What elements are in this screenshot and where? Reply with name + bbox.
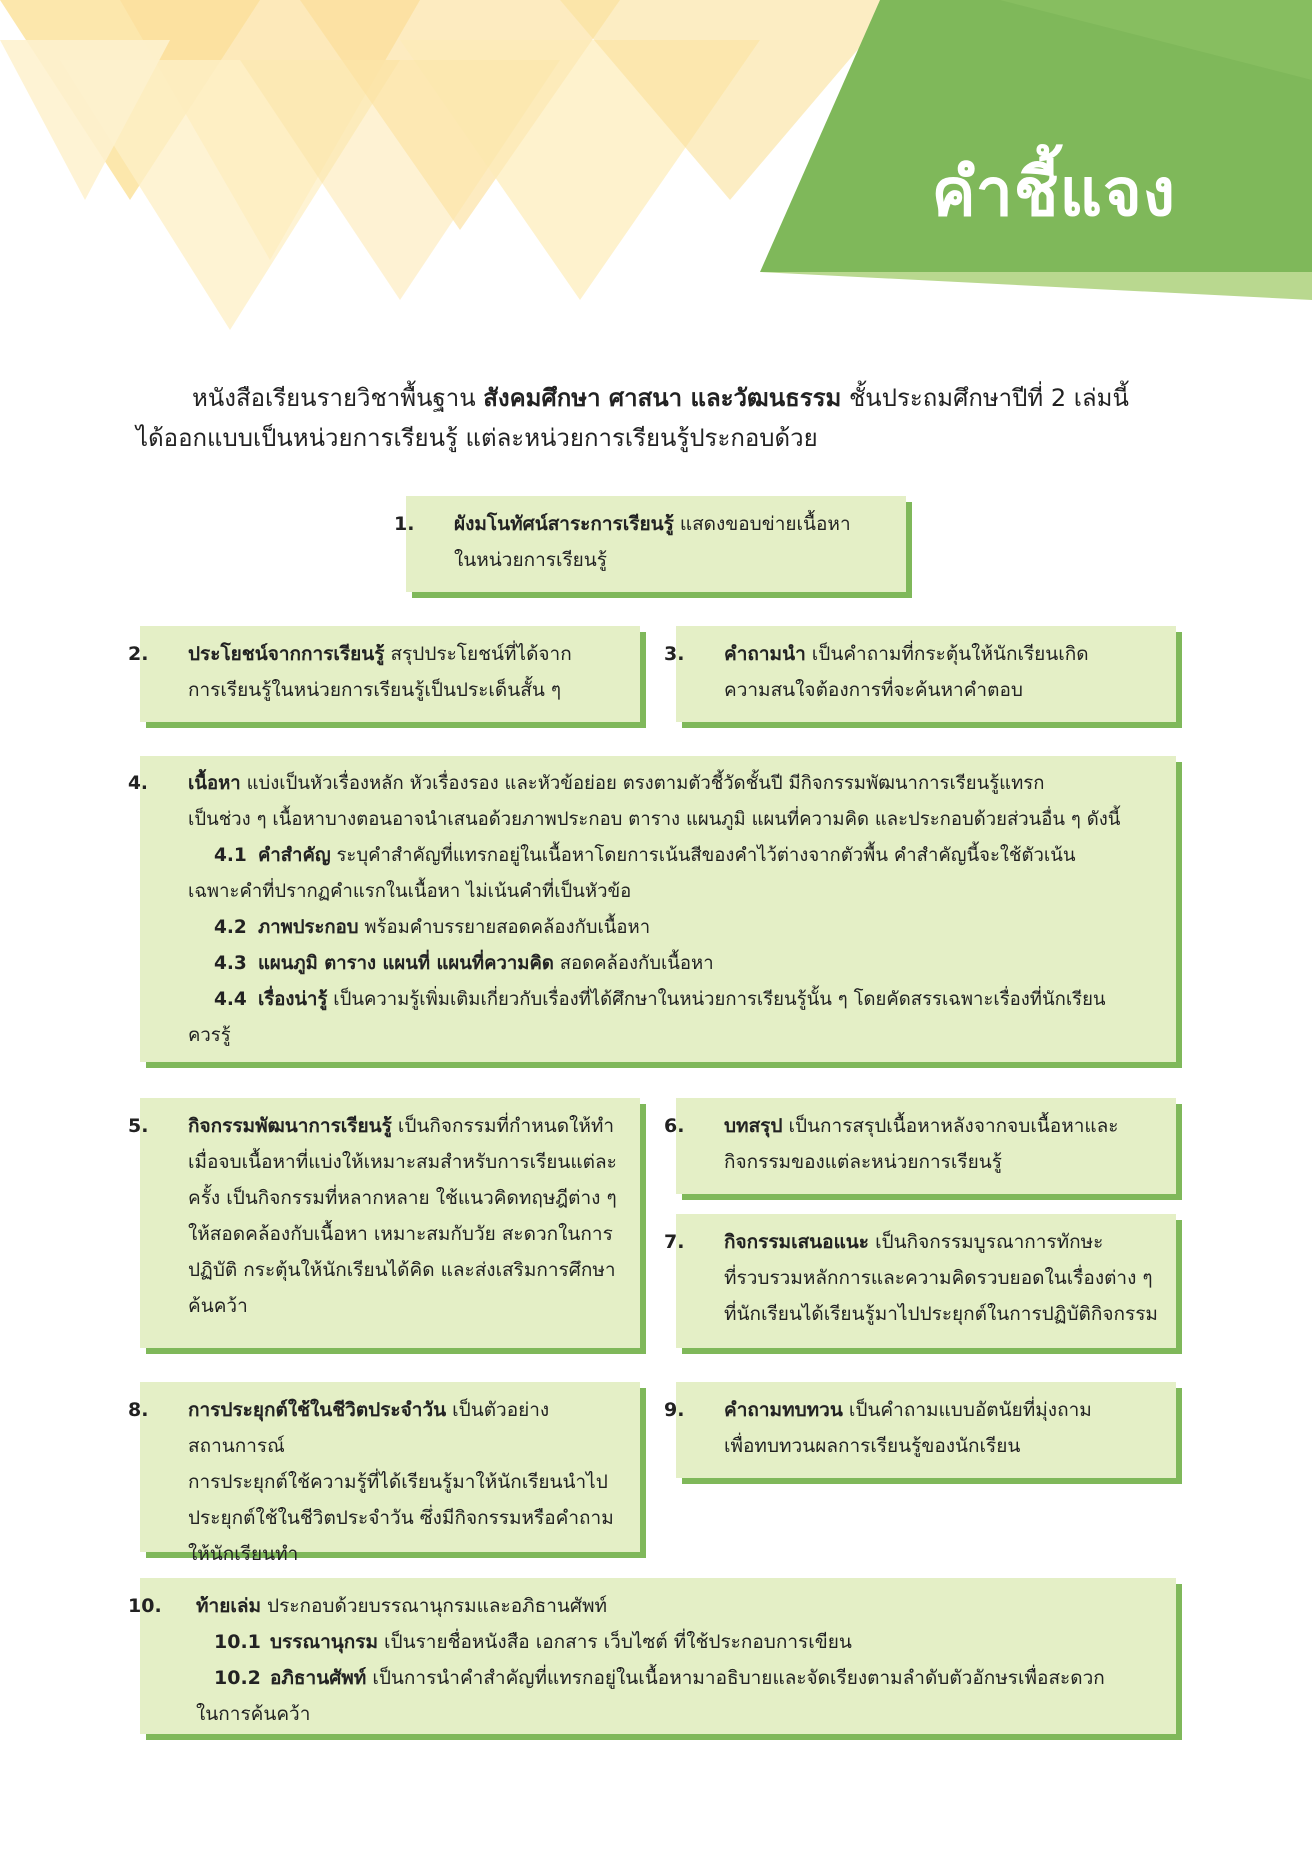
intro-prefix: หนังสือเรียนรายวิชาพื้นฐาน <box>192 384 476 412</box>
item-6-box: 6. บทสรุป เป็นการสรุปเนื้อหาหลังจากจบเนื้อหาและ กิจกรรมของแต่ละหน่วยการเรียนรู้ <box>676 1098 1176 1194</box>
item-1-box: 1. ผังมโนทัศน์สาระการเรียนรู้ แสดงขอบข่ายเนื้อหา ในหน่วยการเรียนรู้ <box>406 496 906 592</box>
intro-line2: ได้ออกแบบเป็นหน่วยการเรียนรู้ แต่ละหน่วยการเรียนรู้ประกอบด้วย <box>136 424 818 452</box>
intro-paragraph <box>136 378 1176 458</box>
item-4-box: 4. เนื้อหา แบ่งเป็นหัวเรื่องหลัก หัวเรื่องรอง และหัวข้อย่อย ตรงตามตัวชี้วัดชั้นปี มีกิจกรรมพัฒนาการเรียนรู้แทรก เป็นช่วง ๆ เนื้อหาบางตอนอาจนำเสนอด้วยภาพประกอบ ตาราง แผนภูมิ แผนที่ความคิด และประกอบด้วยส่วนอื่น ๆ ดังนี้ 4.1 คำสำคัญ ระบุคำสำคัญที่แทรกอยู่ในเนื้อหาโดยการเน้นสีของคำไว้ต่างจากตัวพื้น คำสำคัญนี้จะใช้ตัวเน้น เฉพาะคำที่ปรากฏคำแรกในเนื้อหา ไม่เน้นคำที่เป็นหัวข้อ 4.2 ภาพประกอบ พร้อมคำบรรยายสอดคล้องกับเนื้อหา 4.3 แผนภูมิ ตาราง แผนที่ แผนที่ความคิด สอดคล้องกับเนื้อหา 4.4 เรื่องน่ารู้ เป็นความรู้เพิ่มเติมเกี่ยวกับเรื่องที่ได้ศึกษาในหน่วยการเรียนรู้นั้น ๆ โดยคัดสรรเฉพาะเรื่องที่นักเรียน ควรรู้ <box>140 756 1176 1062</box>
item-8-box: 8. การประยุกต์ใช้ในชีวิตประจำวัน เป็นตัวอย่างสถานการณ์ การประยุกต์ใช้ความรู้ที่ได้เรียนรู้มาให้นักเรียนนำไป ประยุกต์ใช้ในชีวิตประจำวัน ซึ่งมีกิจกรรมหรือคำถาม ให้นักเรียนทำ <box>140 1382 640 1552</box>
item-2-box: 2. ประโยชน์จากการเรียนรู้ สรุปประโยชน์ที่ได้จาก การเรียนรู้ในหน่วยการเรียนรู้เป็นประเด็นสั้น ๆ <box>140 626 640 722</box>
item-5-box: 5. กิจกรรมพัฒนาการเรียนรู้ เป็นกิจกรรมที่กำหนดให้ทำ เมื่อจบเนื้อหาที่แบ่งให้เหมาะสมสำหรับการเรียนแต่ละ ครั้ง เป็นกิจกรรมที่หลากหลาย ใช้แนวคิดทฤษฎีต่าง ๆ ให้สอดคล้องกับเนื้อหา เหมาะสมกับวัย สะดวกในการ ปฏิบัติ กระตุ้นให้นักเรียนได้คิด และส่งเสริมการศึกษา ค้นคว้า <box>140 1098 640 1348</box>
page-title: คำชี้แจง <box>931 154 1176 231</box>
intro-subject: สังคมศึกษา ศาสนา และวัฒนธรรม <box>483 384 842 412</box>
item-title: ผังมโนทัศน์สาระการเรียนรู้ <box>454 513 674 535</box>
intro-suffix: ชั้นประถมศึกษาปีที่ 2 เล่มนี้ <box>849 384 1129 412</box>
item-10-box: 10. ท้ายเล่ม ประกอบด้วยบรรณานุกรมและอภิธานศัพท์ 10.1 บรรณานุกรม เป็นรายชื่อหนังสือ เอกสาร เว็บไซต์ ที่ใช้ประกอบการเขียน 10.2 อภิธานศัพท์ เป็นการนำคำสำคัญที่แทรกอยู่ในเนื้อหามาอธิบายและจัดเรียงตามลำดับตัวอักษรเพื่อสะดวก ในการค้นคว้า <box>140 1578 1176 1734</box>
item-9-box: 9. คำถามทบทวน เป็นคำถามแบบอัตนัยที่มุ่งถาม เพื่อทบทวนผลการเรียนรู้ของนักเรียน <box>676 1382 1176 1478</box>
item-7-box: 7. กิจกรรมเสนอแนะ เป็นกิจกรรมบูรณาการทักษะ ที่รวบรวมหลักการและความคิดรวบยอดในเรื่องต่าง ๆ ที่นักเรียนได้เรียนรู้มาไปประยุกต์ในการปฏิบัติกิจกรรม <box>676 1214 1176 1348</box>
item-3-box: 3. คำถามนำ เป็นคำถามที่กระตุ้นให้นักเรียนเกิด ความสนใจต้องการที่จะค้นหาคำตอบ <box>676 626 1176 722</box>
